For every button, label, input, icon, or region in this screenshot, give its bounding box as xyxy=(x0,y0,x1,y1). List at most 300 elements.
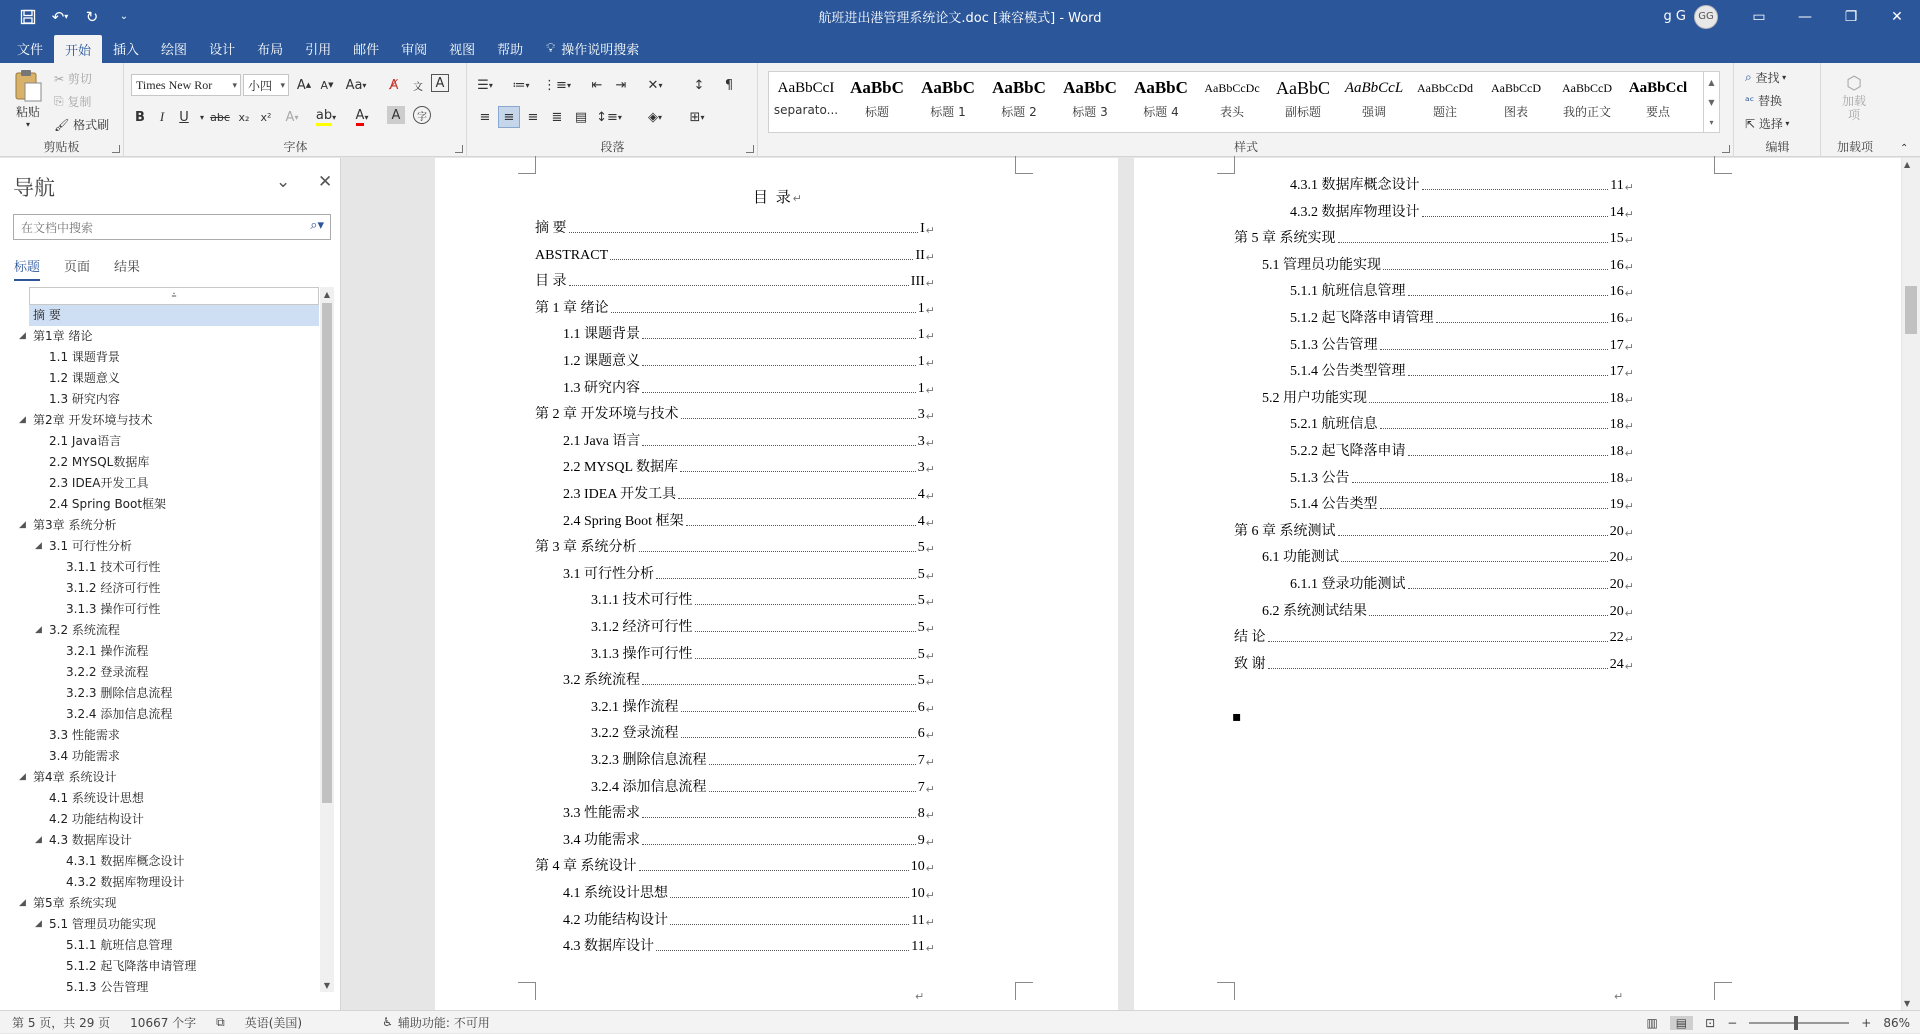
zoom-level[interactable]: 86% xyxy=(1883,1015,1910,1030)
chinese-layout-icon[interactable]: ✕ ▾ xyxy=(647,77,663,93)
toc-entry[interactable] xyxy=(1290,440,1634,460)
align-left-icon[interactable]: ≡ xyxy=(479,109,491,125)
nav-heading-item[interactable] xyxy=(19,767,319,788)
nav-tab-results[interactable]: 结果 xyxy=(114,260,141,275)
addins-button[interactable] xyxy=(1834,73,1874,122)
toc-leader xyxy=(686,525,916,526)
nav-heading-item[interactable] xyxy=(29,914,319,935)
toc-entry[interactable] xyxy=(1290,413,1634,433)
toc-title: 目 录↵ xyxy=(753,190,804,206)
nav-heading-item[interactable] xyxy=(19,326,319,347)
nav-heading-item[interactable] xyxy=(29,977,319,998)
nav-heading-item[interactable] xyxy=(29,536,319,557)
copy-label: 复制 xyxy=(67,95,92,109)
multilevel-list-icon[interactable]: ⋮≡ ▾ xyxy=(543,77,571,93)
tab-mailings[interactable]: 邮件 xyxy=(353,42,380,58)
style-name: 图表 xyxy=(1503,105,1528,119)
style-gallery-item[interactable] xyxy=(1552,73,1622,131)
distributed-icon[interactable]: ▤ xyxy=(574,109,588,125)
expand-toggle-icon[interactable]: ◢ xyxy=(35,625,42,635)
paragraph-mark: ↵ xyxy=(925,491,935,503)
align-right-icon[interactable]: ≡ xyxy=(527,109,539,125)
close-icon[interactable]: ✕ xyxy=(1891,8,1903,25)
ribbon-display-options-icon[interactable]: ▭ xyxy=(1752,8,1766,25)
paragraph-mark: ↵ xyxy=(925,597,935,610)
toc-leader xyxy=(1341,561,1608,562)
paragraph-mark: ↵ xyxy=(925,943,935,956)
toc-leader xyxy=(1422,216,1608,217)
style-name: 标题 1 xyxy=(930,105,966,119)
nav-heading-label: 3.1.3 操作可行性 xyxy=(66,602,161,616)
nav-heading-item[interactable] xyxy=(29,305,319,326)
toc-entry-text: 1.2 课题意义 xyxy=(563,354,640,369)
tab-review[interactable]: 审阅 xyxy=(401,42,428,58)
toc-leader xyxy=(610,259,913,260)
toc-page-number: 20 xyxy=(1609,577,1624,592)
collapse-all-icon[interactable]: ⩮ xyxy=(29,287,319,305)
styles-group-label: 样式 xyxy=(1233,140,1258,154)
nav-scrollbar[interactable] xyxy=(320,287,334,992)
replace-button[interactable] xyxy=(1745,92,1782,109)
toc-entry[interactable] xyxy=(1290,201,1634,221)
nav-heading-item[interactable] xyxy=(29,557,319,578)
user-name[interactable]: g G xyxy=(1663,9,1686,24)
nav-heading-item[interactable] xyxy=(29,872,319,893)
nav-heading-item[interactable] xyxy=(29,956,319,977)
toc-entry[interactable] xyxy=(563,323,935,343)
toc-entry-text: 3.4 功能需求 xyxy=(563,832,640,848)
toc-entry[interactable] xyxy=(563,829,935,849)
style-gallery-item[interactable] xyxy=(913,73,983,131)
style-gallery-item[interactable] xyxy=(1055,73,1125,131)
style-gallery-item[interactable] xyxy=(1126,73,1196,131)
nav-heading-item[interactable] xyxy=(29,809,319,830)
document-scrollbar[interactable] xyxy=(1902,158,1920,1010)
toc-page-number: 11 xyxy=(911,939,925,955)
nav-heading-label: 1.2 课题意义 xyxy=(49,371,120,385)
paragraph-mark: ↵ xyxy=(925,437,935,450)
toc-entry[interactable] xyxy=(1262,546,1634,566)
clear-format-icon[interactable]: A̸ xyxy=(389,77,399,93)
paragraph-mark: ↵ xyxy=(925,703,935,716)
format-painter-button[interactable] xyxy=(54,116,109,133)
scroll-up-icon[interactable]: ▲ xyxy=(1904,160,1911,169)
nav-heading-item[interactable] xyxy=(29,641,319,662)
toc-entry[interactable] xyxy=(535,270,935,290)
nav-heading-item[interactable] xyxy=(29,830,319,851)
paragraph-mark: ↵ xyxy=(1624,474,1634,487)
toc-entry[interactable] xyxy=(1290,174,1634,194)
nav-heading-item[interactable] xyxy=(29,431,319,452)
undo-icon[interactable]: ↶ ▾ xyxy=(51,7,69,26)
style-preview: AaBbC xyxy=(1063,78,1117,97)
style-gallery-item[interactable] xyxy=(771,73,841,131)
page-count[interactable]: 第 5 页，共 29 页 xyxy=(12,1015,111,1030)
nav-heading-item[interactable] xyxy=(29,788,319,809)
nav-heading-item[interactable] xyxy=(19,515,319,536)
toc-page-number: 19 xyxy=(1609,497,1624,513)
toc-entry[interactable] xyxy=(1290,493,1634,513)
toc-leader xyxy=(1408,295,1608,296)
page-6[interactable] xyxy=(1134,158,1901,1010)
tell-me-search[interactable] xyxy=(534,33,639,63)
toc-entry[interactable] xyxy=(591,722,935,742)
styles-launcher-icon[interactable] xyxy=(1722,145,1730,153)
style-gallery-item[interactable] xyxy=(1410,73,1480,131)
nav-heading-label: 5.1.1 航班信息管理 xyxy=(66,938,173,952)
toc-entry[interactable] xyxy=(1262,600,1634,620)
underline-dropdown-icon[interactable]: ▾ xyxy=(199,112,204,122)
nav-options-icon[interactable]: ⌄ xyxy=(276,172,291,192)
crop-mark xyxy=(1714,156,1732,174)
paragraph-group-label: 段落 xyxy=(600,140,625,154)
grow-font-icon[interactable]: A ▲ xyxy=(296,77,312,93)
redo-icon[interactable]: ↻ xyxy=(85,7,99,26)
toc-page-number: 11 xyxy=(1610,178,1624,193)
style-gallery-item[interactable] xyxy=(1481,73,1551,131)
paragraph-mark: ↵ xyxy=(1624,448,1634,460)
style-gallery-item[interactable] xyxy=(842,73,912,131)
toc-entry[interactable] xyxy=(1290,334,1634,354)
zoom-out-icon[interactable]: − xyxy=(1727,1015,1738,1030)
font-color-icon[interactable]: A ▾ xyxy=(351,106,373,128)
editing-group-label: 编辑 xyxy=(1765,140,1790,154)
nav-heading-label: 3.1.1 技术可行性 xyxy=(66,560,161,574)
styles-gallery xyxy=(768,71,1720,133)
toc-entry[interactable] xyxy=(591,696,935,716)
style-preview: AaBbCcl xyxy=(1628,79,1688,96)
phonetic-guide-icon[interactable]: 文 xyxy=(413,81,423,93)
style-name: 标题 4 xyxy=(1143,105,1179,119)
toc-leader xyxy=(1369,402,1608,403)
tab-draw[interactable]: 绘图 xyxy=(161,42,188,58)
zoom-slider-knob[interactable] xyxy=(1794,1016,1798,1030)
paste-button[interactable]: 粘贴 ▾ xyxy=(8,69,48,129)
web-layout-icon[interactable]: ⊡ xyxy=(1705,1015,1716,1030)
paragraph-mark: ↵ xyxy=(925,836,935,849)
toc-page-number: 5 xyxy=(917,566,925,582)
paragraph-mark: ↵ xyxy=(1624,394,1634,407)
print-layout-icon[interactable]: ▤ xyxy=(1670,1016,1693,1030)
tab-view[interactable]: 视图 xyxy=(449,42,476,58)
toc-entry[interactable] xyxy=(591,589,935,609)
toc-entry[interactable] xyxy=(591,776,935,796)
nav-heading-item[interactable] xyxy=(29,452,319,473)
scroll-down-icon[interactable]: ▼ xyxy=(1904,999,1911,1008)
font-launcher-icon[interactable] xyxy=(455,145,463,153)
nav-heading-item[interactable] xyxy=(19,410,319,431)
paragraph-launcher-icon[interactable] xyxy=(746,145,754,153)
subscript-icon[interactable]: x₂ xyxy=(238,110,250,124)
more-styles-icon[interactable]: ▾ xyxy=(1709,117,1714,127)
zoom-slider[interactable] xyxy=(1749,1022,1849,1024)
toc-entry[interactable] xyxy=(563,669,935,689)
toc-page-number: 18 xyxy=(1609,444,1624,459)
toc-entry[interactable] xyxy=(1290,467,1634,487)
toc-entry-text: 5.2.2 起飞降落申请 xyxy=(1290,444,1406,459)
chevron-down-icon[interactable]: ▼ xyxy=(1708,97,1715,107)
style-name: 我的正文 xyxy=(1562,105,1611,119)
toc-entry[interactable] xyxy=(1290,573,1634,593)
avatar[interactable]: GG xyxy=(1694,5,1718,29)
paragraph-mark: ↵ xyxy=(1624,421,1634,434)
toc-page-number: 16 xyxy=(1609,311,1624,326)
collapse-ribbon-icon[interactable]: ⌃ xyxy=(1900,143,1909,154)
minimize-icon[interactable]: — xyxy=(1798,8,1812,25)
sort-icon[interactable]: ↕ xyxy=(693,77,705,93)
style-gallery-item[interactable] xyxy=(1339,73,1409,131)
style-gallery-item[interactable] xyxy=(1268,73,1338,131)
justify-icon[interactable]: ≣ xyxy=(551,109,563,125)
nav-heading-item[interactable] xyxy=(29,599,319,620)
style-name: separato... xyxy=(773,103,839,117)
toc-page-number: 5 xyxy=(917,540,925,556)
show-marks-icon[interactable]: ¶ xyxy=(724,77,734,93)
shrink-font-icon[interactable]: A ▼ xyxy=(320,78,334,92)
expand-toggle-icon[interactable]: ◢ xyxy=(35,835,42,845)
paragraph-mark: ↵ xyxy=(925,890,935,902)
nav-heading-item[interactable] xyxy=(29,578,319,599)
find-button[interactable]: ⌕ 查找 ▾ xyxy=(1745,70,1787,85)
nav-heading-item[interactable] xyxy=(29,347,319,368)
toc-entry[interactable] xyxy=(563,430,935,450)
nav-heading-item[interactable] xyxy=(19,893,319,914)
toc-entry[interactable] xyxy=(1234,653,1634,673)
restore-icon[interactable]: ❐ xyxy=(1844,8,1858,25)
shading-icon[interactable]: ◈ ▾ xyxy=(647,109,662,125)
nav-heading-label: 5.1.3 公告管理 xyxy=(66,980,149,994)
document-area[interactable] xyxy=(342,158,1901,1010)
zoom-in-icon[interactable]: + xyxy=(1861,1015,1872,1030)
page-5[interactable] xyxy=(435,158,1118,1010)
nav-tab-headings[interactable]: 标题 xyxy=(14,256,40,281)
font-size-combo[interactable] xyxy=(243,74,289,96)
decrease-indent-icon[interactable]: ⇤ xyxy=(591,77,603,93)
tab-layout[interactable]: 布局 xyxy=(257,42,284,58)
borders-icon[interactable]: ⊞ ▾ xyxy=(689,109,705,125)
toc-entry[interactable] xyxy=(1290,360,1634,380)
toc-entry[interactable] xyxy=(535,297,935,317)
italic-icon[interactable]: I xyxy=(159,109,165,124)
close-icon[interactable]: ✕ xyxy=(318,172,333,192)
style-preview: AaBbC xyxy=(1276,77,1330,98)
nav-heading-item[interactable] xyxy=(29,935,319,956)
toc-entry[interactable] xyxy=(563,456,935,476)
font-group xyxy=(125,63,467,157)
align-center-icon[interactable]: ≡ xyxy=(498,106,520,128)
underline-icon[interactable]: U xyxy=(179,109,189,125)
toc-entry-text: 2.4 Spring Boot 框架 xyxy=(563,513,684,529)
style-preview: AaBbCcD xyxy=(1562,80,1612,95)
change-case-icon[interactable]: Aa ▾ xyxy=(345,77,367,93)
crop-mark xyxy=(1714,982,1732,1000)
toc-entry[interactable] xyxy=(1234,227,1634,247)
paragraph-mark: ↵ xyxy=(1624,368,1634,381)
expand-toggle-icon[interactable]: ◢ xyxy=(19,772,26,782)
copy-button[interactable] xyxy=(54,93,91,110)
toc-leader xyxy=(656,950,909,951)
gallery-scroll[interactable] xyxy=(1703,72,1719,132)
toc-entry[interactable] xyxy=(591,749,935,769)
font-name-combo[interactable] xyxy=(131,74,241,96)
highlight-icon[interactable]: ab ▾ xyxy=(315,106,337,128)
toc-entry[interactable] xyxy=(563,909,935,929)
nav-heading-item[interactable] xyxy=(29,620,319,641)
nav-heading-item[interactable] xyxy=(29,389,319,410)
style-gallery-item[interactable] xyxy=(984,73,1054,131)
toc-entry[interactable] xyxy=(563,882,935,902)
paragraph-mark: ↵ xyxy=(1624,315,1634,327)
toc-entry[interactable] xyxy=(1262,254,1634,274)
toc-page-number: 18 xyxy=(1609,470,1624,486)
chevron-up-icon[interactable]: ▲ xyxy=(1708,77,1715,87)
toc-entry[interactable] xyxy=(563,510,935,530)
char-shading-icon[interactable]: A xyxy=(387,106,405,124)
tab-help[interactable]: 帮助 xyxy=(497,42,524,58)
toc-entry-text: 1.3 研究内容 xyxy=(563,380,640,396)
language-status[interactable]: 英语(美国) xyxy=(244,1015,303,1030)
increase-indent-icon[interactable]: ⇥ xyxy=(615,77,627,93)
cut-button[interactable] xyxy=(54,70,92,87)
select-button[interactable]: ⇱ 选择 ▾ xyxy=(1745,116,1790,131)
tab-file[interactable]: 文件 xyxy=(17,42,44,58)
toc-entry[interactable] xyxy=(535,403,935,423)
document-scroll-thumb[interactable] xyxy=(1905,286,1917,334)
nav-heading-item[interactable] xyxy=(29,494,319,515)
style-preview: AaBbCcDc xyxy=(1204,80,1260,95)
toc-leader xyxy=(611,312,916,313)
toc-entry[interactable] xyxy=(1234,626,1634,646)
nav-heading-item[interactable] xyxy=(29,662,319,683)
nav-heading-item[interactable] xyxy=(29,704,319,725)
numbering-icon[interactable]: ≔ ▾ xyxy=(512,77,530,93)
nav-heading-label: 第3章 系统分析 xyxy=(33,518,117,532)
toc-entry-text: 4.3.1 数据库概念设计 xyxy=(1290,178,1420,193)
toc-entry-text: 3.1.2 经济可行性 xyxy=(591,620,693,635)
nav-tab-pages[interactable]: 页面 xyxy=(64,260,91,275)
toc-entry[interactable] xyxy=(563,935,935,955)
superscript-icon[interactable]: x² xyxy=(260,110,272,124)
toc-entry[interactable] xyxy=(563,350,935,370)
toc-entry-text: 结 论 xyxy=(1234,630,1266,646)
expand-toggle-icon[interactable]: ◢ xyxy=(19,331,26,341)
toc-entry[interactable] xyxy=(535,217,935,237)
bold-icon[interactable]: B xyxy=(135,109,145,125)
nav-heading-label: 2.2 MYSQL数据库 xyxy=(49,455,150,469)
paragraph-mark: ↵ xyxy=(925,863,935,876)
word-count[interactable]: 10667 个字 xyxy=(130,1015,197,1030)
customize-toolbar-icon[interactable]: ⌄ xyxy=(119,11,129,22)
strikethrough-icon[interactable]: abc xyxy=(210,110,230,124)
style-preview: AaBbC xyxy=(850,78,904,97)
paragraph-mark: ↵ xyxy=(925,624,935,636)
toc-entry[interactable] xyxy=(1290,307,1634,327)
cursor-icon: ⇱ xyxy=(1745,116,1759,131)
toc-entry[interactable] xyxy=(563,377,935,397)
save-icon[interactable] xyxy=(14,3,42,31)
nav-heading-label: 3.1.2 经济可行性 xyxy=(66,581,161,595)
navigation-pane xyxy=(0,158,341,1010)
expand-toggle-icon[interactable]: ◢ xyxy=(35,541,42,551)
line-spacing-icon[interactable]: ↕≡ ▾ xyxy=(596,109,622,125)
toc-leader xyxy=(670,924,909,925)
paragraph-mark: ↵ xyxy=(925,757,935,769)
toc-page-number: III xyxy=(910,274,925,290)
nav-heading-item[interactable] xyxy=(29,851,319,872)
toc-page-number: 3 xyxy=(917,407,925,423)
toc-entry[interactable] xyxy=(591,643,935,663)
bullets-icon[interactable]: ☰ ▾ xyxy=(477,77,493,93)
toc-entry-text: 第 2 章 开发环境与技术 xyxy=(535,407,679,423)
clipboard-launcher-icon[interactable] xyxy=(112,145,120,153)
paragraph-mark: ↵ xyxy=(1624,581,1634,593)
toc-entry[interactable] xyxy=(1290,280,1634,300)
paragraph-mark: ↵ xyxy=(925,544,935,557)
tab-home[interactable]: 开始 xyxy=(54,35,102,63)
nav-heading-item[interactable] xyxy=(29,368,319,389)
accessibility-status[interactable] xyxy=(382,1014,490,1031)
toc-entry[interactable] xyxy=(1234,520,1634,540)
toc-entry[interactable] xyxy=(1262,387,1634,407)
nav-heading-item[interactable] xyxy=(29,725,319,746)
toc-entry[interactable] xyxy=(535,855,935,875)
toc-leader xyxy=(642,338,916,339)
search-icon[interactable]: ⌕▾ xyxy=(310,218,324,233)
tab-design[interactable]: 设计 xyxy=(209,42,236,58)
toc-entry[interactable] xyxy=(563,802,935,822)
text-effects-icon[interactable]: A ▾ xyxy=(285,109,299,125)
toc-entry[interactable] xyxy=(563,563,935,583)
toc-leader xyxy=(1369,615,1608,616)
tab-insert[interactable]: 插入 xyxy=(113,42,140,58)
expand-toggle-icon[interactable]: ◢ xyxy=(19,520,26,530)
paragraph-mark: ↵ xyxy=(1624,527,1634,540)
toc-entry[interactable] xyxy=(535,244,935,264)
toc-entry[interactable] xyxy=(591,616,935,636)
paragraph-mark: ↵ xyxy=(915,990,925,1003)
paragraph-mark: ↵ xyxy=(925,730,935,743)
nav-scroll-thumb[interactable] xyxy=(322,303,332,803)
toc-entry-text: 第 4 章 系统设计 xyxy=(535,859,637,875)
tab-references[interactable]: 引用 xyxy=(305,42,332,58)
scroll-down-icon[interactable]: ▼ xyxy=(320,978,334,992)
expand-toggle-icon[interactable]: ◢ xyxy=(35,919,42,929)
nav-heading-item[interactable] xyxy=(29,746,319,767)
nav-search-input[interactable] xyxy=(13,214,331,240)
expand-toggle-icon[interactable]: ◢ xyxy=(19,415,26,425)
nav-heading-item[interactable] xyxy=(29,683,319,704)
char-border-icon[interactable]: A xyxy=(431,74,449,92)
toc-entry-text: 5.2 用户功能实现 xyxy=(1262,390,1367,406)
enclose-char-icon[interactable]: 字 xyxy=(413,106,431,124)
toc-page-number: 16 xyxy=(1609,284,1624,300)
style-gallery-item[interactable] xyxy=(1197,73,1267,131)
toc-entry-text: 6.1.1 登录功能测试 xyxy=(1290,577,1406,592)
nav-heading-label: 5.1 管理员功能实现 xyxy=(49,917,156,931)
proofing-icon[interactable]: ⧉ xyxy=(216,1014,225,1029)
scroll-up-icon[interactable]: ▲ xyxy=(320,287,334,301)
paragraph-mark: ↵ xyxy=(925,304,935,317)
toc-entry[interactable] xyxy=(563,483,935,503)
toc-page-number: 17 xyxy=(1609,337,1624,353)
toc-entry-text: 4.3 数据库设计 xyxy=(563,939,654,955)
paragraph-mark: ↵ xyxy=(1624,634,1634,647)
style-gallery-item[interactable] xyxy=(1623,73,1693,131)
expand-toggle-icon[interactable]: ◢ xyxy=(19,898,26,908)
toc-entry[interactable] xyxy=(535,536,935,556)
nav-heading-item[interactable] xyxy=(29,473,319,494)
read-mode-icon[interactable]: ▥ xyxy=(1646,1015,1658,1030)
